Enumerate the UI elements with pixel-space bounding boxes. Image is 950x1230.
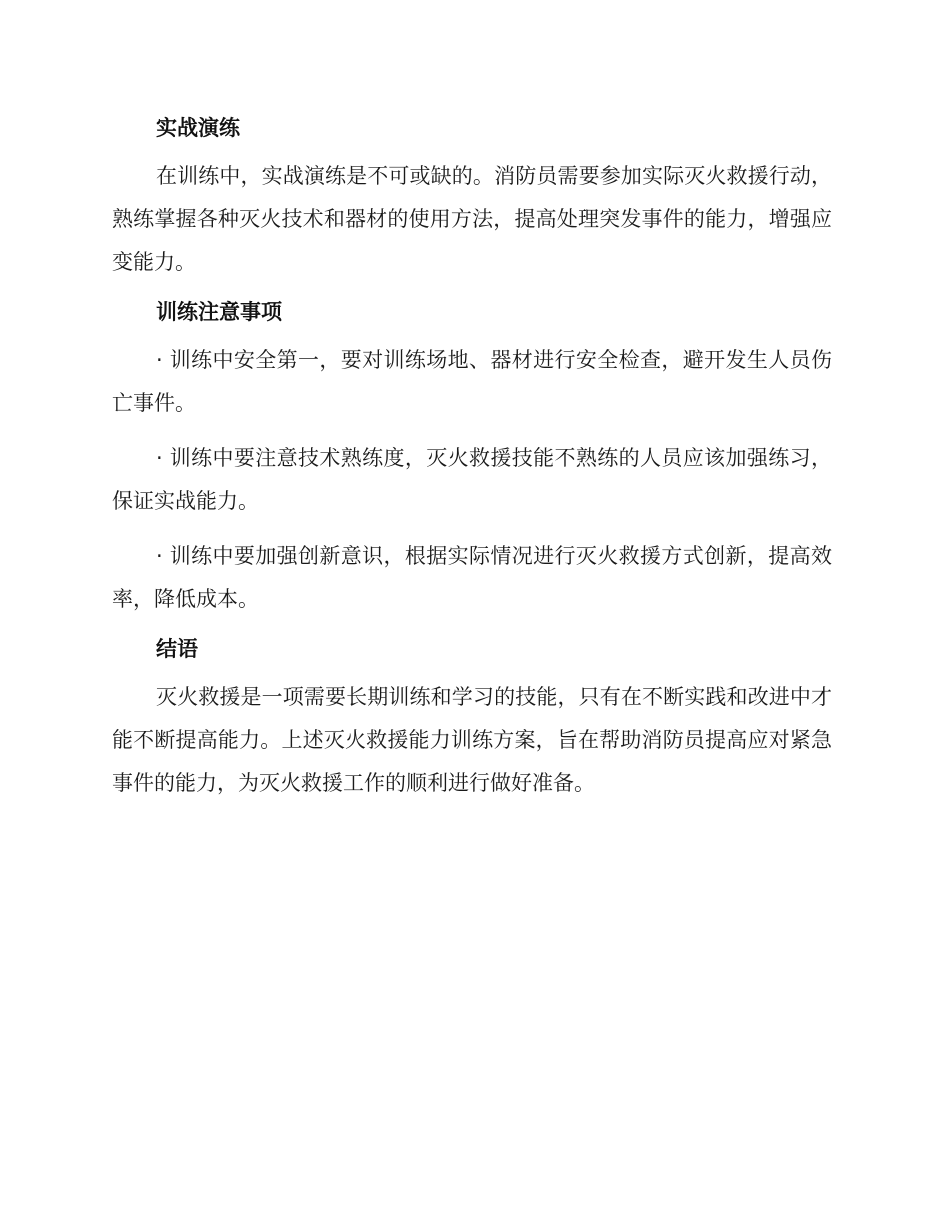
section-heading-drill: 实战演练 bbox=[156, 116, 240, 140]
bullet-skill: · 训练中要注意技术熟练度，灭火救援技能不熟练的人员应该加强练习，保证实战能力。 bbox=[112, 446, 832, 513]
section-heading-conclusion: 结语 bbox=[156, 637, 198, 661]
paragraph-drill: 在训练中，实战演练是不可或缺的。消防员需要参加实际灭火救援行动，熟练掌握各种灭火技术和器材的使用方法，提高处理突发事件的能力，增强应变能力。 bbox=[112, 164, 832, 274]
section-heading-notes: 训练注意事项 bbox=[156, 300, 282, 324]
paragraph-conclusion: 灭火救援是一项需要长期训练和学习的技能，只有在不断实践和改进中才能不断提高能力。上述灭火救援能力训练方案，旨在帮助消防员提高应对紧急事件的能力，为灭火救援工作的顺利进行做好准备。 bbox=[112, 685, 832, 795]
document-body bbox=[112, 112, 832, 805]
bullet-innovation: · 训练中要加强创新意识，根据实际情况进行灭火救援方式创新，提高效率，降低成本。 bbox=[112, 544, 832, 611]
bullet-safety: · 训练中安全第一，要对训练场地、器材进行安全检查，避开发生人员伤亡事件。 bbox=[112, 348, 832, 415]
